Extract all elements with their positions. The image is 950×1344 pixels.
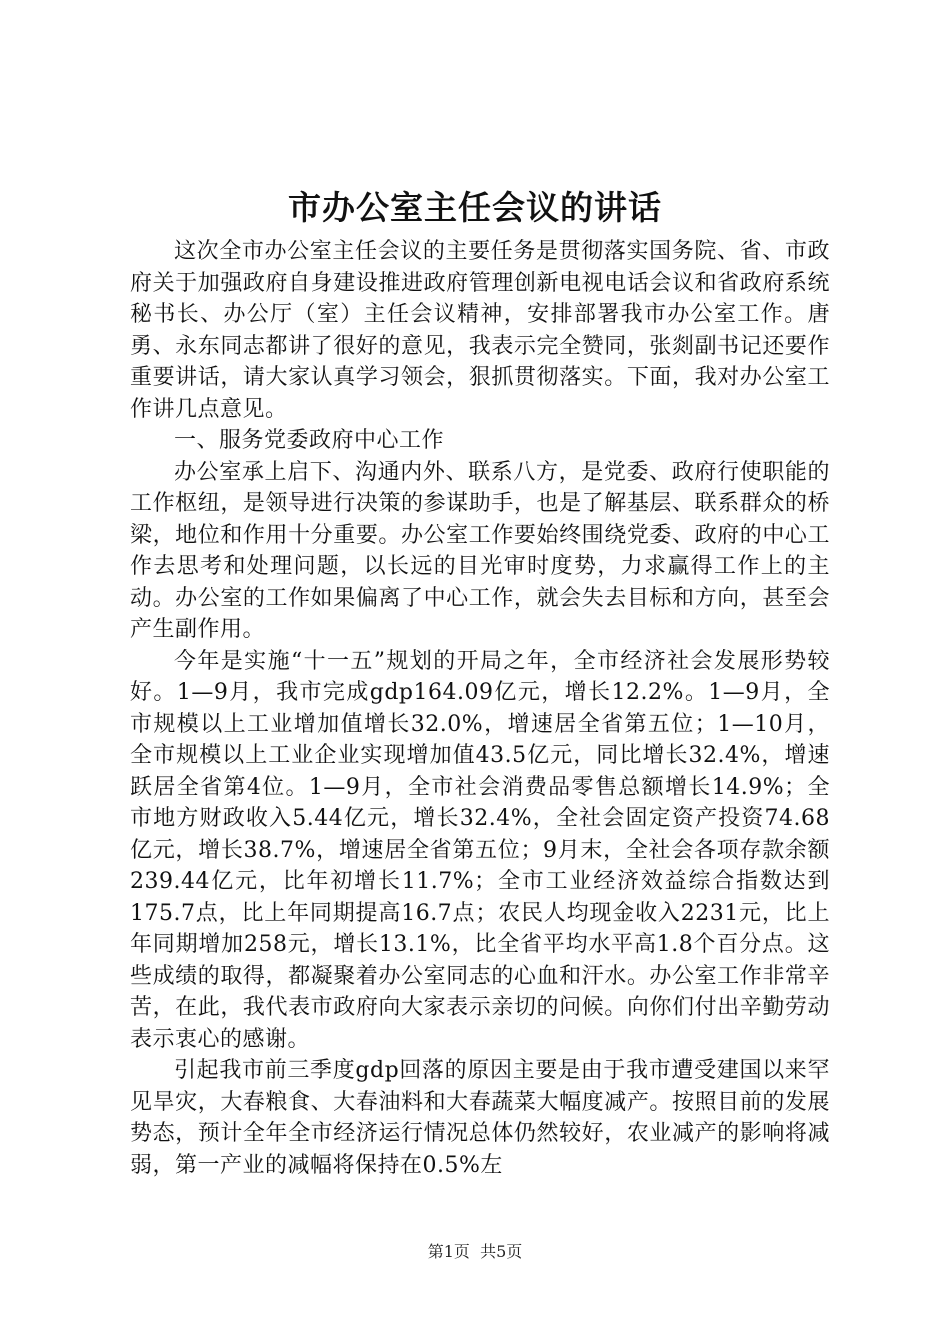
section-heading-1: 一、服务党委政府中心工作 xyxy=(174,428,445,453)
paragraph-office-role: 办公室承上启下、沟通内外、联系八方，是党委、政府行使职能的工作枢纽，是领导进行决策的参谋助手，也是了解基层、联系群众的桥梁，地位和作用十分重要。办公室工作要始终围绕党委、政府的中心工作去思考和处理问题，以长远的目光审时度势，力求赢得工作上的主动。办公室的工作如果偏离了中心工作，就会失去目标和方向，甚至会产生副作用。 xyxy=(130,459,830,642)
paragraph-gdp-decline: 引起我市前三季度gdp回落的原因主要是由于我市遭受建国以来罕见旱灾，大春粮食、大春油料和大春蔬菜大幅度减产。按照目前的发展势态，预计全年全市经济运行情况总体仍然较好，农业减产的影响将减弱，第一产业的减幅将保持在0.5%左 xyxy=(130,1058,830,1178)
document-title: 市办公室主任会议的讲话 xyxy=(288,188,662,227)
paragraph-economic-stats: 今年是实施“十一五”规划的开局之年，全市经济社会发展形势较好。1—9月，我市完成gdp164.09亿元，增长12.2%。1—9月，全市规模以上工业增加值增长32.0%，增速居全省第五位；1—10月，全市规模以上工业企业实现增加值43.5亿元，同比增长32.4%，增速跃居全省第4位。1—9月，全市社会消费品零售总额增长14.9%；全市地方财政收入5.44亿元，增长32.4%，全社会固定资产投资74.68亿元，增长38.7%，增速居全省第五位；9月末，全社会各项存款余额239.44亿元，比年初增长11.7%；全市工业经济效益综合指数达到175.7点，比上年同期提高16.7点；农民人均现金收入2231元，比上年同期增加258元，增长13.1%，比全省平均水平高1.8个百分点。这些成绩的取得，都凝聚着办公室同志的心血和汗水。办公室工作非常辛苦，在此，我代表市政府向大家表示亲切的问候。向你们付出辛勤劳动表示衷心的感谢。 xyxy=(130,648,830,1052)
page-number-label: 第1页 共5页 xyxy=(427,1242,523,1261)
paragraph-intro: 这次全市办公室主任会议的主要任务是贯彻落实国务院、省、市政府关于加强政府自身建设推进政府管理创新电视电话会议和省政府系统秘书长、办公厅（室）主任会议精神，安排部署我市办公室工作。唐勇、永东同志都讲了很好的意见，我表示完全赞同，张剡副书记还要作重要讲话，请大家认真学习领会，狠抓贯彻落实。下面，我对办公室工作讲几点意见。 xyxy=(130,239,830,422)
document-body xyxy=(130,236,830,1181)
page-footer xyxy=(0,1241,950,1263)
